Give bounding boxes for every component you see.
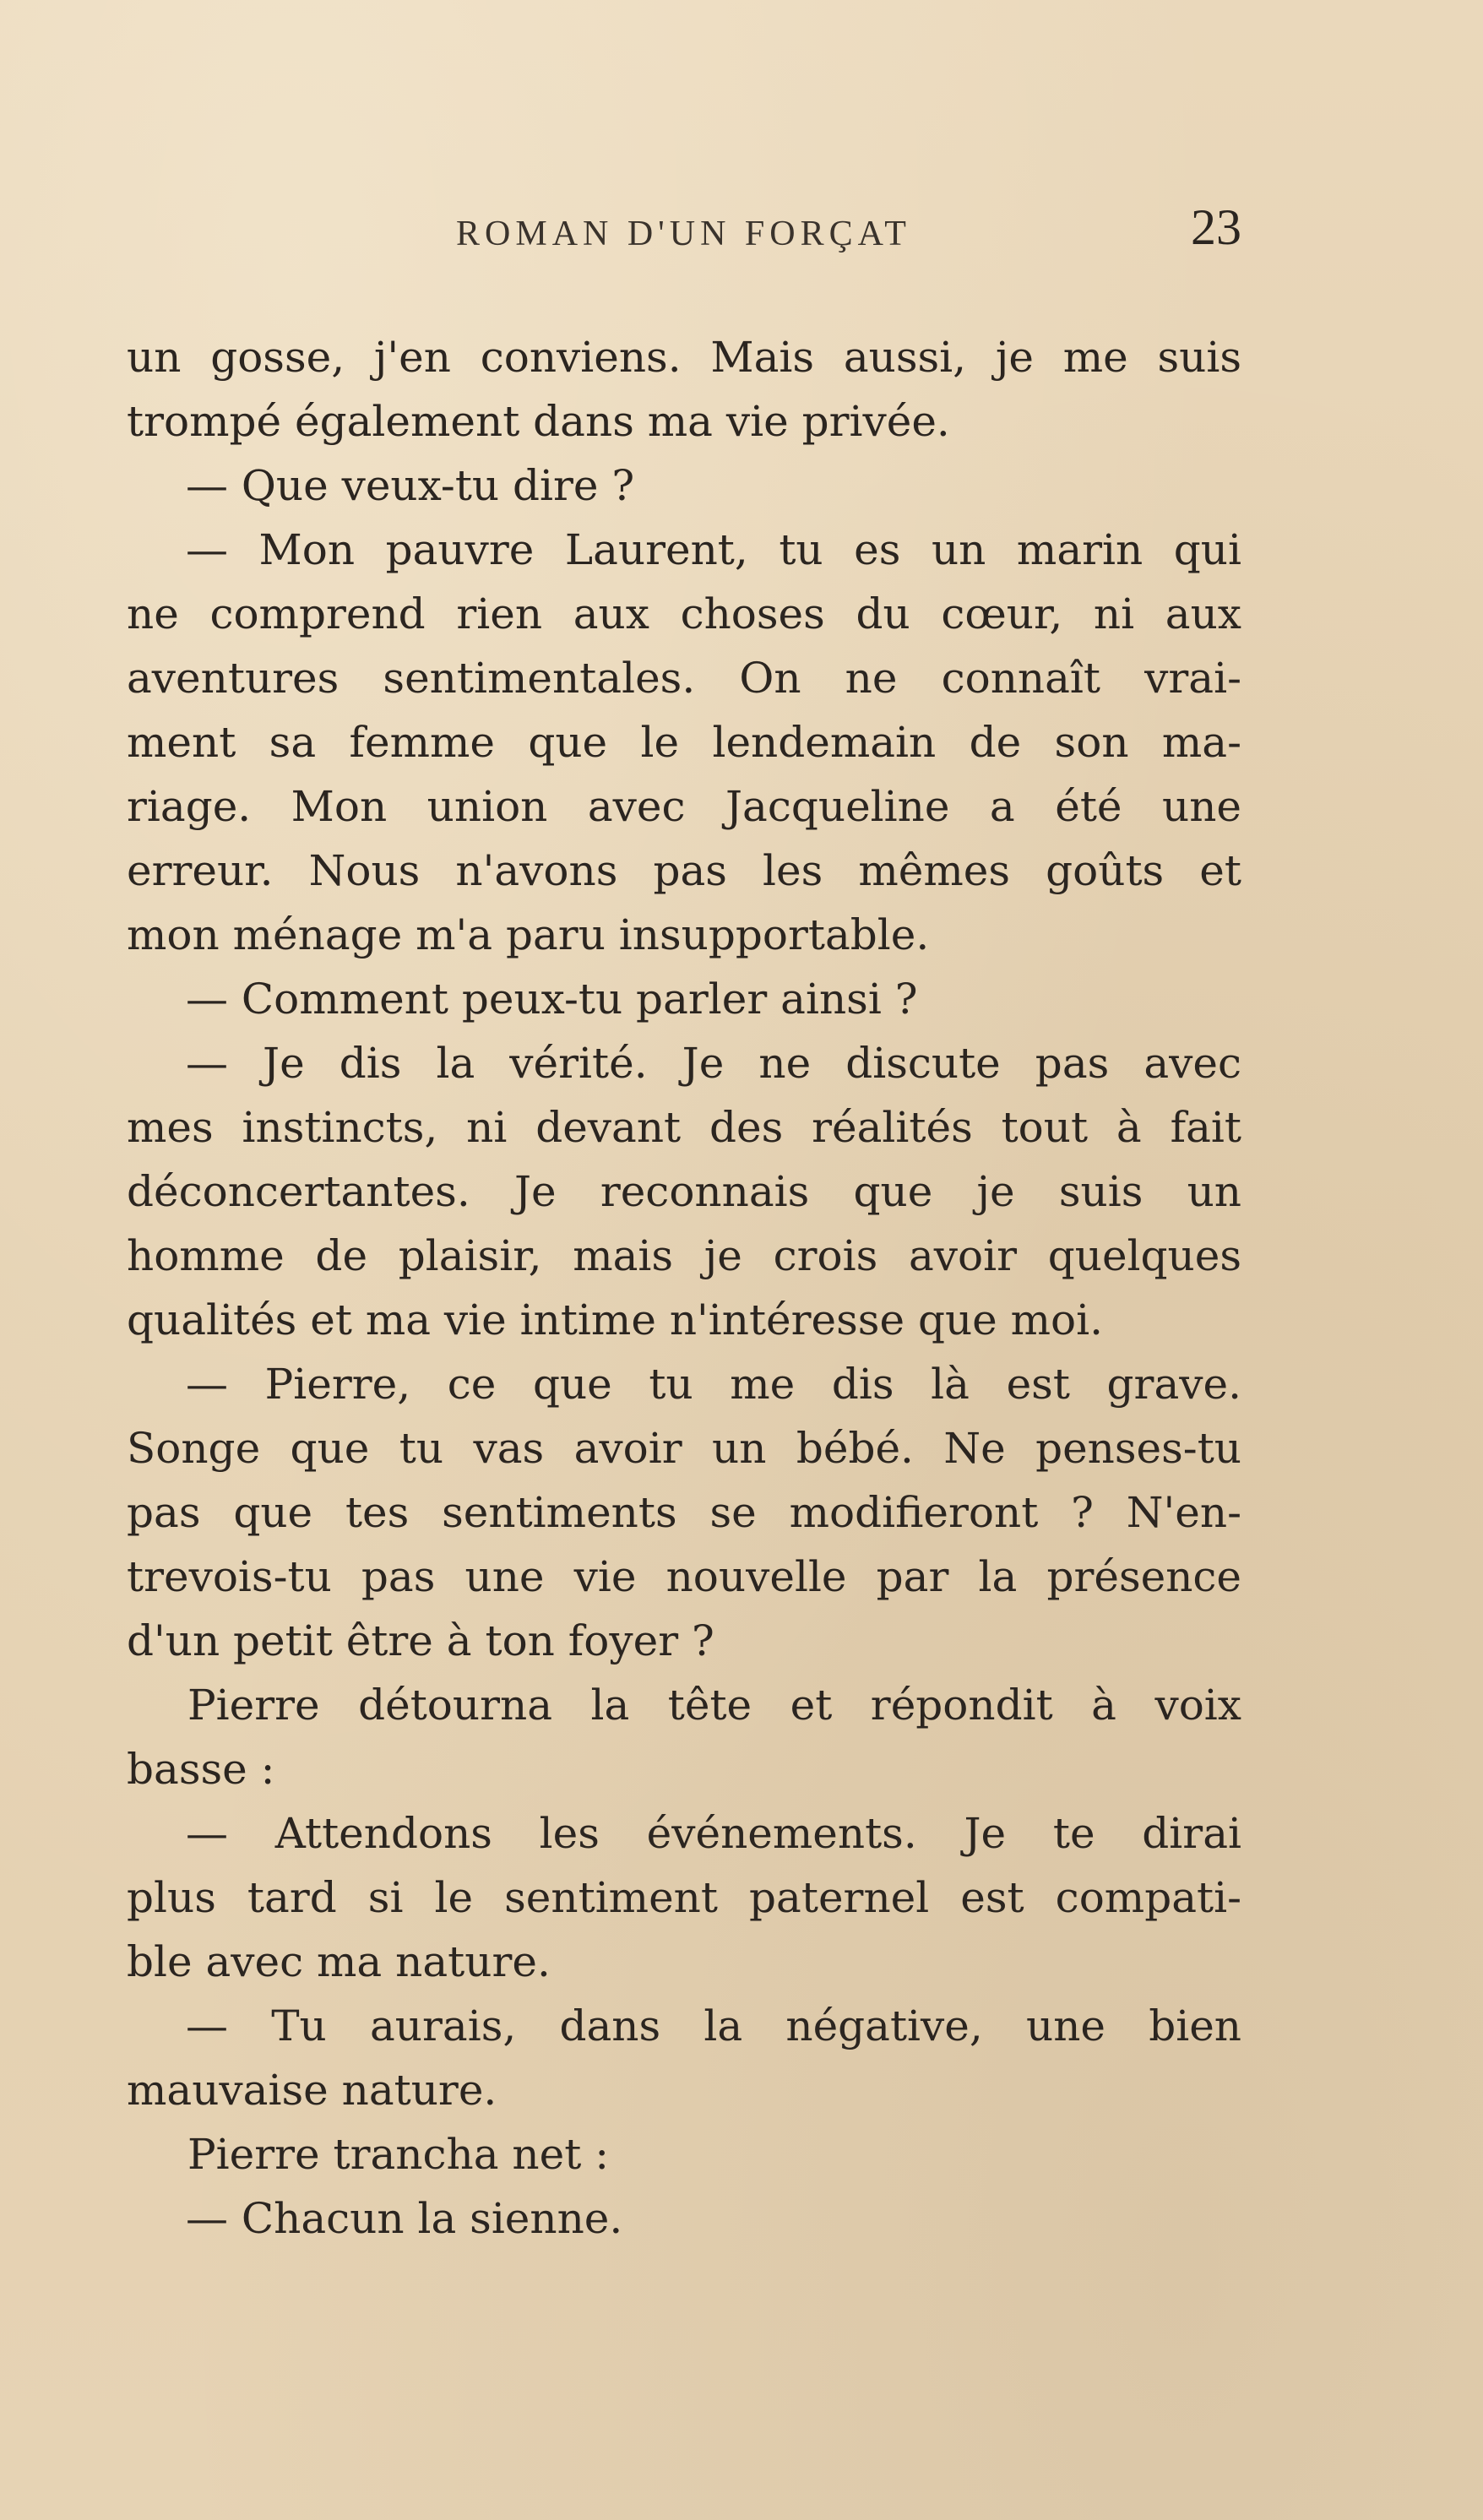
- text-line: mes instincts, ni devant des réalités tout à fait: [127, 1103, 1241, 1152]
- text-line: ne comprend rien aux choses du cœur, ni aux: [127, 589, 1241, 638]
- text-line: ble avec ma nature.: [127, 1937, 551, 1986]
- dialogue-line: — Comment peux-tu parler ainsi ?: [186, 975, 918, 1024]
- body-text: [127, 325, 1241, 2251]
- text-line: un gosse, j'en conviens. Mais aussi, je me suis: [127, 333, 1241, 382]
- text-line: trompé également dans ma vie privée.: [127, 397, 950, 446]
- dialogue-line: — Que veux-tu dire ?: [186, 461, 635, 510]
- text-line: riage. Mon union avec Jacqueline a été une: [127, 782, 1241, 831]
- text-line: déconcertantes. Je reconnais que je suis un: [127, 1167, 1241, 1216]
- text-line: Songe que tu vas avoir un bébé. Ne penses-tu: [127, 1424, 1241, 1473]
- dialogue-line: — Mon pauvre Laurent, tu es un marin qui: [186, 525, 1241, 574]
- paragraph-line: Pierre détourna la tête et répondit à voix: [187, 1681, 1241, 1730]
- text-line: qualités et ma vie intime n'intéresse que moi.: [127, 1295, 1104, 1344]
- text-line: mon ménage m'a paru insupportable.: [127, 910, 930, 959]
- text-line: erreur. Nous n'avons pas les mêmes goûts et: [127, 846, 1241, 895]
- text-line: aventures sentimentales. On ne connaît vrai-: [127, 654, 1241, 703]
- page-header: [127, 198, 1241, 274]
- dialogue-line: — Je dis la vérité. Je ne discute pas avec: [186, 1039, 1241, 1088]
- text-line: pas que tes sentiments se modifieront ? N'en-: [127, 1488, 1241, 1537]
- dialogue-line: — Attendons les événements. Je te dirai: [186, 1809, 1241, 1858]
- text-line: mauvaise nature.: [127, 2066, 497, 2115]
- page-number: 23: [1191, 199, 1241, 255]
- running-title: ROMAN D'UN FORÇAT: [456, 215, 911, 253]
- dialogue-line: — Chacun la sienne.: [186, 2194, 623, 2243]
- text-line: plus tard si le sentiment paternel est compati-: [127, 1873, 1241, 1922]
- text-line: trevois-tu pas une vie nouvelle par la présence: [127, 1552, 1241, 1601]
- dialogue-line: — Tu aurais, dans la négative, une bien: [186, 2001, 1241, 2050]
- text-line: ment sa femme que le lendemain de son ma-: [127, 718, 1241, 767]
- text-line: basse :: [127, 1745, 275, 1794]
- text-line: d'un petit être à ton foyer ?: [127, 1616, 714, 1665]
- dialogue-line: — Pierre, ce que tu me dis là est grave.: [186, 1360, 1241, 1409]
- paragraph-line: Pierre trancha net :: [187, 2130, 610, 2179]
- text-line: homme de plaisir, mais je crois avoir quelques: [127, 1231, 1241, 1280]
